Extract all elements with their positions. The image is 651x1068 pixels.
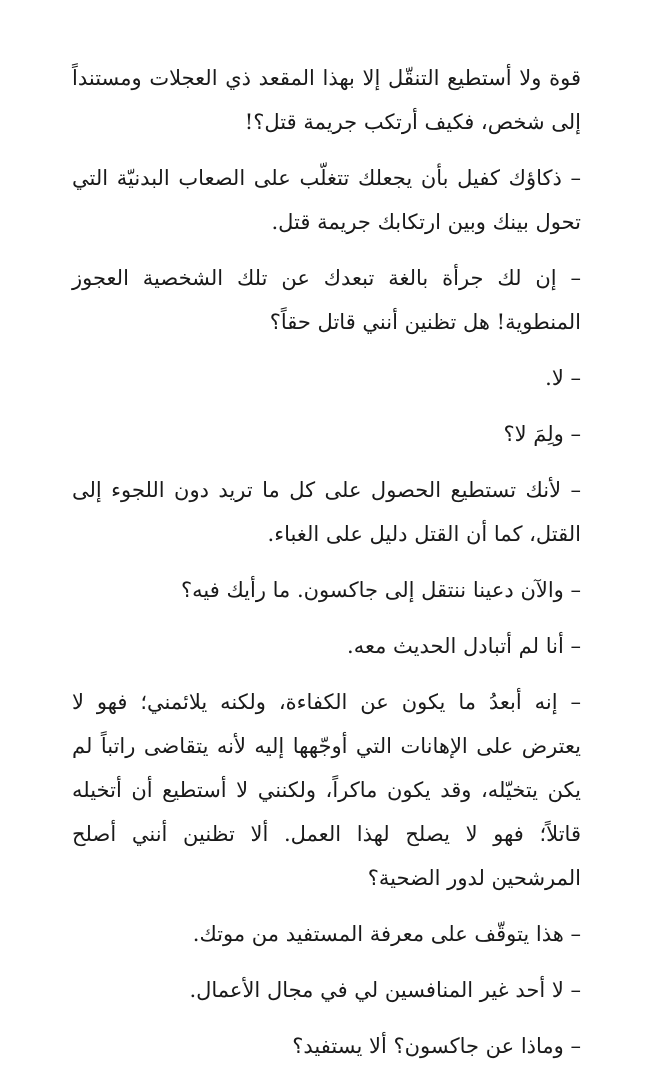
paragraph-2: – ذكاؤك كفيل بأن يجعلك تتغلّب على الصعاب البدنيّة التي تحول بينك وبين ارتكابك جريمة قتل.	[72, 166, 581, 234]
paragraph-10: – هذا يتوقّف على معرفة المستفيد من موتك.	[192, 922, 581, 946]
paragraph-8: – أنا لم أتبادل الحديث معه.	[347, 634, 581, 658]
paragraph-5: – ولِمَ لا؟	[503, 422, 581, 446]
paragraph-3: – إن لك جرأة بالغة تبعدك عن تلك الشخصية العجوز المنطوية! هل تظنين أنني قاتل حقاً؟	[72, 266, 581, 334]
paragraph-11: – لا أحد غير المنافسين لي في مجال الأعمال.	[189, 978, 581, 1002]
paragraph-7: – والآن دعينا ننتقل إلى جاكسون. ما رأيك فيه؟	[180, 578, 581, 602]
paragraph-1: قوة ولا أستطيع التنقّل إلا بهذا المقعد ذي العجلات ومستنداً إلى شخص، فكيف أرتكب جريمة قتل؟!	[72, 66, 581, 134]
paragraph-4: – لا.	[545, 366, 581, 390]
paragraph-12: – وماذا عن جاكسون؟ ألا يستفيد؟	[292, 1034, 581, 1058]
paragraph-9: – إنه أبعدُ ما يكون عن الكفاءة، ولكنه يلائمني؛ فهو لا يعترض على الإهانات التي أوجّهها إليه لأنه يتقاضى راتباً لم يكن يتخيّله، وقد يكون ماكراً، ولكنني لا أستطيع أن أتخيله قاتلاً؛ فهو لا يصلح لهذا العمل. ألا تظنين أنني أصلح المرشحين لدور الضحية؟	[72, 690, 581, 890]
paragraph-6: – لأنك تستطيع الحصول على كل ما تريد دون اللجوء إلى القتل، كما أن القتل دليل على الغباء.	[72, 478, 581, 546]
